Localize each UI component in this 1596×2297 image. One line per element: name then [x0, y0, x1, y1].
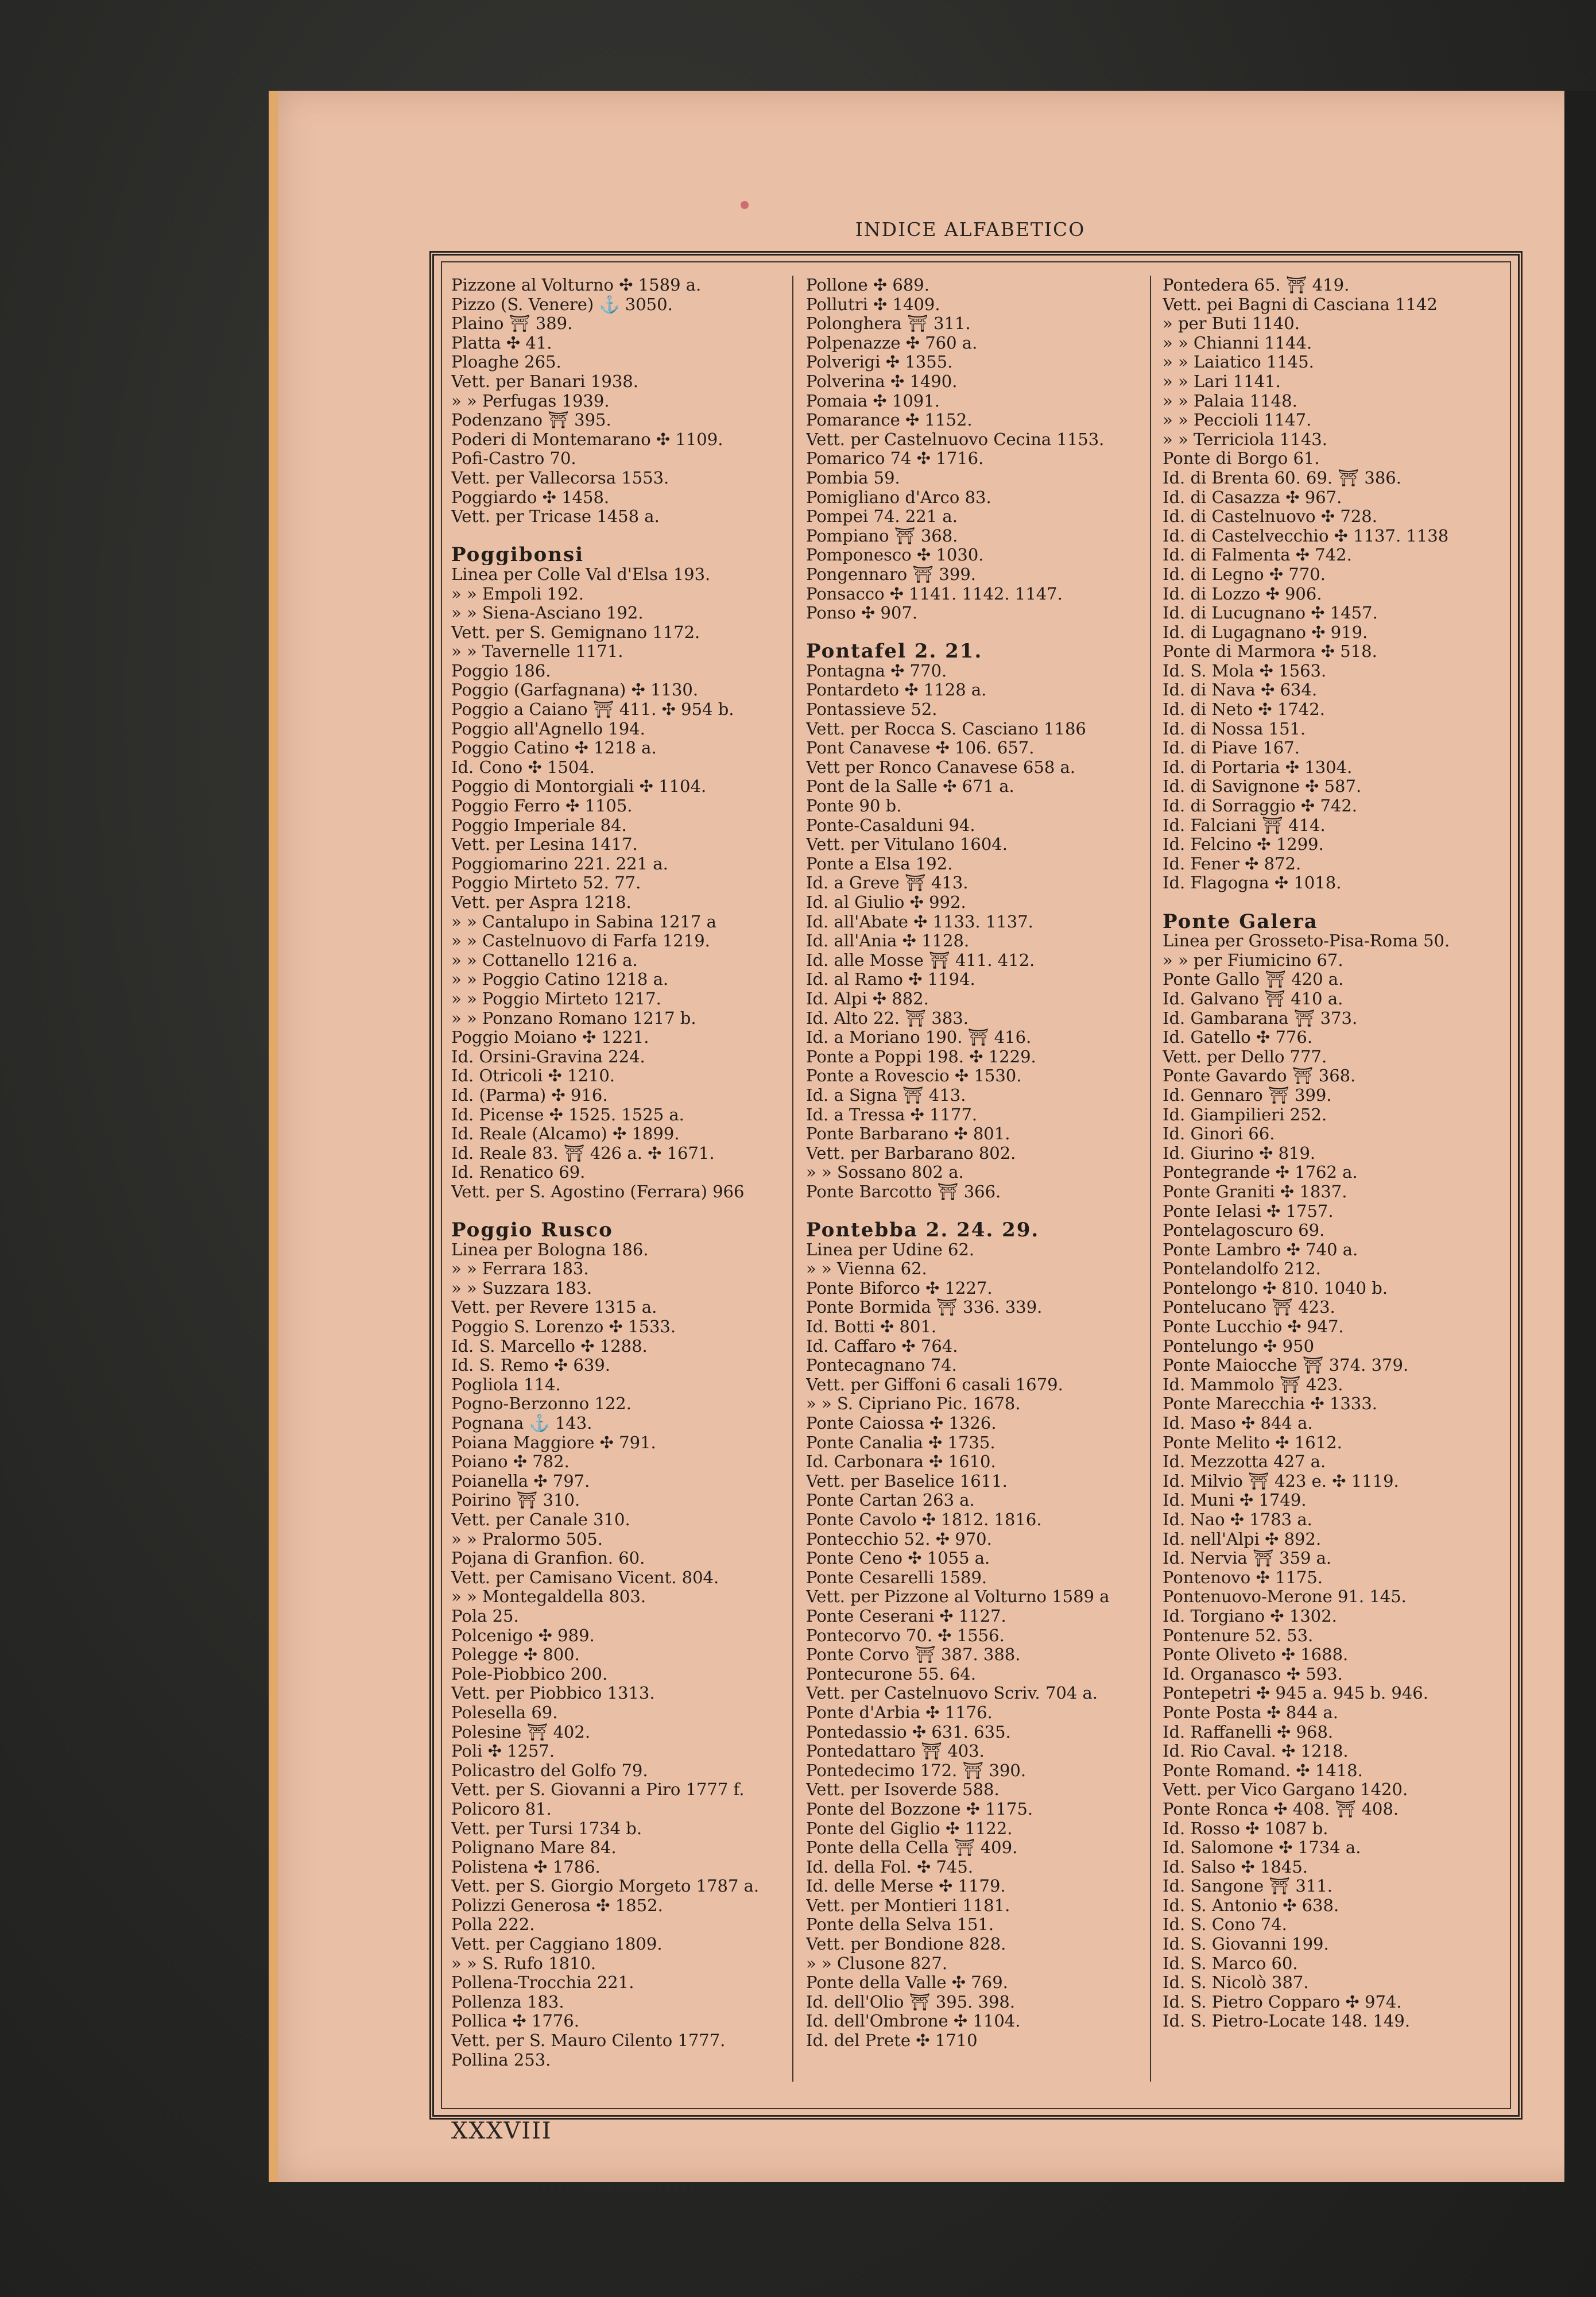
index-entry: Id. di Lozzo ✣ 906. — [1163, 584, 1322, 604]
index-entry: Pongennaro ⛩ 399. — [806, 564, 976, 584]
index-entry: Pontelucano ⛩ 423. — [1163, 1298, 1335, 1317]
index-entry: Pontedattaro ⛩ 403. — [806, 1742, 985, 1761]
index-entry: Id. a Tressa ✣ 1177. — [806, 1105, 978, 1124]
index-entry: Ponte Marecchia ✣ 1333. — [1163, 1394, 1377, 1414]
index-entry: Vett. per Banari 1938. — [451, 372, 638, 391]
index-entry: Id. dell'Olio ⛩ 395. 398. — [806, 1992, 1016, 2012]
index-entry: » » Vienna 62. — [806, 1259, 927, 1279]
index-entry: Id. Giampilieri 252. — [1163, 1105, 1327, 1124]
section-heading: Ponte Galera — [1163, 912, 1318, 932]
index-entry: Pontenovo ✣ 1175. — [1163, 1568, 1323, 1587]
index-entry: Vett. per S. Giorgio Morgeto 1787 a. — [451, 1877, 760, 1896]
index-entry: Ponso ✣ 907. — [806, 604, 918, 623]
index-entry: Pognana ⚓ 143. — [451, 1414, 592, 1433]
index-entry: Ponte Corvo ⛩ 387. 388. — [806, 1645, 1021, 1665]
index-entry: Vett. per Castelnuovo Cecina 1153. — [806, 430, 1105, 449]
index-entry: Poggiardo ✣ 1458. — [451, 488, 610, 507]
index-entry: Id. Galvano ⛩ 410 a. — [1163, 989, 1343, 1008]
index-entry: Ponte a Poppi 198. ✣ 1229. — [806, 1047, 1036, 1066]
index-entry: Vett. per Castelnuovo Scriv. 704 a. — [806, 1684, 1098, 1703]
index-entry: Id. Torgiano ✣ 1302. — [1163, 1606, 1337, 1626]
index-entry: Id. Fener ✣ 872. — [1163, 854, 1301, 873]
index-entry: » » Sossano 802 a. — [806, 1163, 964, 1182]
index-entry: Ponte Cartan 263 a. — [806, 1491, 975, 1510]
index-entry: Poggio di Montorgiali ✣ 1104. — [451, 777, 707, 796]
index-entry: Id. S. Cono 74. — [1163, 1915, 1287, 1935]
index-entry: Plaino ⛩ 389. — [451, 314, 573, 334]
index-entry: Id. di Neto ✣ 1742. — [1163, 700, 1325, 720]
index-entry: Vett. per Bondione 828. — [806, 1935, 1006, 1954]
index-entry: » per Buti 1140. — [1163, 314, 1300, 334]
index-entry: » » S. Cipriano Pic. 1678. — [806, 1394, 1021, 1414]
index-entry: Pontedera 65. ⛩ 419. — [1163, 276, 1350, 295]
index-entry: Vett. per Pizzone al Volturno 1589 a — [806, 1587, 1110, 1607]
index-entry: Poggiomarino 221. 221 a. — [451, 854, 668, 873]
index-entry: Id. Renatico 69. — [451, 1163, 586, 1182]
index-entry: Id. di Castelnuovo ✣ 728. — [1163, 507, 1377, 527]
index-entry: Poggio a Caiano ⛩ 411. ✣ 954 b. — [451, 700, 734, 720]
index-entry: Vett. per Aspra 1218. — [451, 893, 632, 912]
index-entry: Poggio Ferro ✣ 1105. — [451, 796, 633, 816]
index-entry: » » Clusone 827. — [806, 1954, 948, 1973]
index-entry: » » Palaia 1148. — [1163, 391, 1297, 411]
index-entry: » » Cottanello 1216 a. — [451, 950, 638, 970]
index-entry: Id. Raffanelli ✣ 968. — [1163, 1722, 1334, 1742]
index-entry: Ponte Gavardo ⛩ 368. — [1163, 1066, 1356, 1086]
index-entry: Id. Flagogna ✣ 1018. — [1163, 873, 1342, 893]
index-entry: Id. delle Merse ✣ 1179. — [806, 1877, 1006, 1896]
index-entry: Vett. per S. Agostino (Ferrara) 966 — [451, 1182, 745, 1201]
index-entry: Ponte Caiossa ✣ 1326. — [806, 1414, 997, 1433]
index-entry: Vett. per S. Gemignano 1172. — [451, 622, 700, 642]
section-heading: Pontebba 2. 24. 29. — [806, 1221, 1040, 1240]
index-entry: Ponte Bormida ⛩ 336. 339. — [806, 1298, 1043, 1317]
index-entry: Ponte di Borgo 61. — [1163, 449, 1320, 469]
index-entry: Id. Gambarana ⛩ 373. — [1163, 1008, 1358, 1028]
index-entry: Id. al Giulio ✣ 992. — [806, 893, 966, 912]
index-entry: Ponte Lambro ✣ 740 a. — [1163, 1240, 1358, 1259]
index-entry: Ponte Posta ✣ 844 a. — [1163, 1703, 1338, 1722]
index-entry: Id. S. Nicolò 387. — [1163, 1973, 1309, 1993]
ink-stain — [741, 201, 749, 209]
index-entry: » » per Fiumicino 67. — [1163, 950, 1343, 970]
index-entry: Pojana di Granfion. 60. — [451, 1549, 645, 1568]
index-entry: Id. S. Pietro-Locate 148. 149. — [1163, 2012, 1411, 2031]
index-entry: Id. Botti ✣ 801. — [806, 1317, 937, 1337]
index-entry: Ponte Canalia ✣ 1735. — [806, 1433, 995, 1452]
index-entry: Id. Nao ✣ 1783 a. — [1163, 1510, 1312, 1529]
index-entry: Linea per Udine 62. — [806, 1240, 975, 1259]
entry-gap — [451, 1202, 796, 1221]
index-entry: Policastro del Golfo 79. — [451, 1761, 648, 1780]
index-entry: Poggio Mirteto 52. 77. — [451, 873, 641, 893]
section-heading: Poggibonsi — [451, 546, 584, 565]
index-entry: Ponte a Rovescio ✣ 1530. — [806, 1066, 1022, 1086]
index-entry: Id. Orsini-Gravina 224. — [451, 1047, 645, 1066]
index-entry: Vett per Ronco Canavese 658 a. — [806, 757, 1075, 777]
index-entry: Id. Carbonara ✣ 1610. — [806, 1452, 996, 1472]
index-entry: Id. S. Mola ✣ 1563. — [1163, 661, 1327, 680]
index-entry: Id. (Parma) ✣ 916. — [451, 1085, 608, 1105]
index-entry: Pont Canavese ✣ 106. 657. — [806, 738, 1035, 758]
index-entry: » » Chianni 1144. — [1163, 333, 1312, 353]
index-entry: Id. Picense ✣ 1525. 1525 a. — [451, 1105, 684, 1124]
index-entry: Pollena-Trocchia 221. — [451, 1973, 634, 1993]
index-entry: Pontedassio ✣ 631. 635. — [806, 1722, 1011, 1742]
index-entry: Ponte Barbarano ✣ 801. — [806, 1124, 1010, 1144]
index-entry: Id. S. Giovanni 199. — [1163, 1935, 1329, 1954]
index-entry: Pontelongo ✣ 810. 1040 b. — [1163, 1278, 1388, 1298]
index-entry: Vett. per Montieri 1181. — [806, 1896, 1010, 1915]
index-column-1 — [451, 276, 796, 2070]
index-entry: Poiano ✣ 782. — [451, 1452, 570, 1472]
index-entry: Polesine ⛩ 402. — [451, 1722, 591, 1742]
index-entry: Id. Rosso ✣ 1087 b. — [1163, 1819, 1328, 1838]
index-entry: Polegge ✣ 800. — [451, 1645, 580, 1665]
index-entry: Pontegrande ✣ 1762 a. — [1163, 1163, 1358, 1182]
index-entry: Polla 222. — [451, 1915, 535, 1935]
index-entry: Policoro 81. — [451, 1799, 552, 1819]
index-entry: Vett. per Vitulano 1604. — [806, 835, 1008, 854]
index-entry: Poiana Maggiore ✣ 791. — [451, 1433, 656, 1452]
index-entry: Id. Salso ✣ 1845. — [1163, 1857, 1308, 1877]
index-entry: » » Terriciola 1143. — [1163, 430, 1327, 449]
index-entry: Id. Falciani ⛩ 414. — [1163, 815, 1326, 835]
index-entry: Ponte della Selva 151. — [806, 1915, 994, 1935]
index-entry: Polverina ✣ 1490. — [806, 372, 958, 391]
index-entry: Pollone ✣ 689. — [806, 276, 929, 295]
index-entry: Pompiano ⛩ 368. — [806, 526, 958, 546]
index-entry: Pontelungo ✣ 950 — [1163, 1336, 1315, 1356]
index-entry: Poggio all'Agnello 194. — [451, 719, 645, 738]
index-entry: Vett. per Isoverde 588. — [806, 1780, 1000, 1800]
index-entry: Pollica ✣ 1776. — [451, 2012, 579, 2031]
index-entry: Pogno-Berzonno 122. — [451, 1394, 632, 1414]
section-heading: Pontafel 2. 21. — [806, 642, 983, 662]
index-entry: Polesella 69. — [451, 1703, 558, 1722]
index-entry: Id. Ginori 66. — [1163, 1124, 1275, 1144]
index-entry: Ponte Ceno ✣ 1055 a. — [806, 1549, 990, 1568]
page-edge-shadow — [1564, 91, 1596, 2182]
index-entry: Poggio Imperiale 84. — [451, 815, 627, 835]
index-entry: Vett. per Rocca S. Casciano 1186 — [806, 719, 1086, 738]
page-header: INDICE ALFABETICO — [855, 218, 1086, 241]
index-entry: Ponte Oliveto ✣ 1688. — [1163, 1645, 1349, 1665]
index-entry: Ponsacco ✣ 1141. 1142. 1147. — [806, 584, 1063, 604]
index-entry: Id. di Falmenta ✣ 742. — [1163, 546, 1352, 565]
index-entry: Pontepetri ✣ 945 a. 945 b. 946. — [1163, 1684, 1428, 1703]
index-entry: » » Pralormo 505. — [451, 1529, 603, 1549]
index-entry: Polpenazze ✣ 760 a. — [806, 333, 978, 353]
index-entry: Vett. pei Bagni di Casciana 1142 — [1163, 295, 1438, 314]
index-entry: Id. S. Pietro Copparo ✣ 974. — [1163, 1992, 1402, 2012]
index-entry: Vett. per Vico Gargano 1420. — [1163, 1780, 1408, 1800]
index-entry: Id. nell'Alpi ✣ 892. — [1163, 1529, 1322, 1549]
index-entry: Id. S. Marcello ✣ 1288. — [451, 1336, 648, 1356]
index-entry: Id. S. Marco 60. — [1163, 1954, 1298, 1973]
index-entry: Vett. per Giffoni 6 casali 1679. — [806, 1375, 1063, 1394]
index-entry: Ponte Ielasi ✣ 1757. — [1163, 1201, 1334, 1221]
index-entry: Ponte della Valle ✣ 769. — [806, 1973, 1008, 1993]
index-entry: Pogliola 114. — [451, 1375, 561, 1394]
index-entry: Linea per Colle Val d'Elsa 193. — [451, 564, 711, 584]
index-entry: Id. Maso ✣ 844 a. — [1163, 1414, 1313, 1433]
index-entry: Id. Muni ✣ 1749. — [1163, 1491, 1307, 1510]
index-entry: Poggio Moiano ✣ 1221. — [451, 1028, 649, 1047]
index-entry: Id. Cono ✣ 1504. — [451, 757, 595, 777]
index-entry: Id. Reale (Alcamo) ✣ 1899. — [451, 1124, 680, 1144]
index-entry: Ponte a Elsa 192. — [806, 854, 953, 873]
index-entry: Ponte Melito ✣ 1612. — [1163, 1433, 1342, 1452]
index-entry: Pofi-Castro 70. — [451, 449, 576, 469]
index-entry: Polverigi ✣ 1355. — [806, 353, 953, 372]
index-entry: Poggio Catino ✣ 1218 a. — [451, 738, 657, 758]
entry-gap — [806, 623, 1150, 643]
entry-gap — [806, 1202, 1150, 1221]
index-entry: Poianella ✣ 797. — [451, 1471, 590, 1491]
index-entry: Ponte 90 b. — [806, 796, 902, 816]
index-entry: » » Poggio Mirteto 1217. — [451, 989, 661, 1008]
index-entry: Pole-Piobbico 200. — [451, 1664, 608, 1684]
index-entry: » » Tavernelle 1171. — [451, 642, 623, 662]
index-entry: » » Castelnuovo di Farfa 1219. — [451, 931, 710, 951]
index-entry: Id. Milvio ⛩ 423 e. ✣ 1119. — [1163, 1471, 1399, 1491]
index-entry: Id. Gennaro ⛩ 399. — [1163, 1085, 1332, 1105]
index-entry: Ploaghe 265. — [451, 353, 561, 372]
index-entry: Vett. per Tricase 1458 a. — [451, 507, 660, 527]
index-entry: Id. Sangone ⛩ 311. — [1163, 1877, 1332, 1896]
index-entry: Pomarico 74 ✣ 1716. — [806, 449, 984, 469]
index-entry: Pollenza 183. — [451, 1992, 564, 2012]
index-entry: » » Suzzara 183. — [451, 1278, 592, 1298]
index-entry: Id. S. Remo ✣ 639. — [451, 1356, 610, 1375]
index-entry: » » S. Rufo 1810. — [451, 1954, 596, 1973]
index-entry: Id. Nervia ⛩ 359 a. — [1163, 1549, 1332, 1568]
index-entry: Pola 25. — [451, 1606, 519, 1626]
index-column-3 — [1163, 276, 1507, 2031]
index-entry: Pontassieve 52. — [806, 700, 938, 720]
index-entry: Ponte Romand. ✣ 1418. — [1163, 1761, 1363, 1780]
index-entry: Vett. per S. Mauro Cilento 1777. — [451, 2031, 726, 2051]
index-entry: Pontenure 52. 53. — [1163, 1626, 1314, 1645]
index-entry: Ponte Barcotto ⛩ 366. — [806, 1182, 1001, 1201]
index-entry: Id. dell'Ombrone ✣ 1104. — [806, 2012, 1021, 2031]
index-entry: Ponte del Giglio ✣ 1122. — [806, 1819, 1013, 1838]
index-entry: Vett. per Vallecorsa 1553. — [451, 468, 669, 488]
index-entry: Vett. per Caggiano 1809. — [451, 1935, 663, 1954]
index-entry: Id. di Piave 167. — [1163, 738, 1300, 758]
index-entry: Pontedecimo 172. ⛩ 390. — [806, 1761, 1026, 1780]
index-entry: Id. a Greve ⛩ 413. — [806, 873, 969, 893]
index-entry: Ponte Cesarelli 1589. — [806, 1568, 987, 1587]
index-entry: » » Laiatico 1145. — [1163, 353, 1314, 372]
index-entry: » » Lari 1141. — [1163, 372, 1281, 391]
index-entry: Ponte di Marmora ✣ 518. — [1163, 642, 1377, 662]
index-entry: Id. di Brenta 60. 69. ⛩ 386. — [1163, 468, 1401, 488]
index-entry: Pontecchio 52. ✣ 970. — [806, 1529, 992, 1549]
index-entry: Ponte Cavolo ✣ 1812. 1816. — [806, 1510, 1042, 1529]
index-entry: Linea per Grosseto-Pisa-Roma 50. — [1163, 931, 1450, 951]
index-entry: Polizzi Generosa ✣ 1852. — [451, 1896, 663, 1915]
entry-gap — [451, 527, 796, 546]
index-entry: Polignano Mare 84. — [451, 1838, 617, 1858]
index-entry: Pontenuovo-Merone 91. 145. — [1163, 1587, 1407, 1607]
index-entry: Vett. per Dello 777. — [1163, 1047, 1327, 1066]
index-entry: Pombia 59. — [806, 468, 900, 488]
index-entry: Ponte Graniti ✣ 1837. — [1163, 1182, 1347, 1201]
index-entry: Vett. per Revere 1315 a. — [451, 1298, 657, 1317]
index-entry: Pontecurone 55. 64. — [806, 1664, 977, 1684]
index-entry: Id. della Fol. ✣ 745. — [806, 1857, 974, 1877]
index-entry: Id. del Prete ✣ 1710 — [806, 2031, 978, 2051]
index-entry: Id. S. Antonio ✣ 638. — [1163, 1896, 1339, 1915]
index-entry: Id. Mammolo ⛩ 423. — [1163, 1375, 1343, 1394]
index-entry: Pontecorvo 70. ✣ 1556. — [806, 1626, 1005, 1645]
index-entry: Id. all'Ania ✣ 1128. — [806, 931, 970, 951]
index-entry: Id. Otricoli ✣ 1210. — [451, 1066, 615, 1086]
index-entry: Pontardeto ✣ 1128 a. — [806, 680, 987, 700]
index-entry: Pontelandolfo 212. — [1163, 1259, 1321, 1279]
index-entry: Id. Caffaro ✣ 764. — [806, 1336, 958, 1356]
index-entry: » » Empoli 192. — [451, 584, 584, 604]
index-entry: Podenzano ⛩ 395. — [451, 411, 611, 430]
section-heading: Poggio Rusco — [451, 1221, 613, 1240]
index-entry: Vett. per Canale 310. — [451, 1510, 630, 1529]
index-entry: Ponte-Casalduni 94. — [806, 815, 975, 835]
index-entry: Id. di Lugagnano ✣ 919. — [1163, 622, 1368, 642]
index-entry: Id. Organasco ✣ 593. — [1163, 1664, 1343, 1684]
index-entry: Ponte Maiocche ⛩ 374. 379. — [1163, 1356, 1409, 1375]
index-entry: Vett. per Tursi 1734 b. — [451, 1819, 642, 1838]
entry-gap — [1163, 893, 1507, 912]
index-entry: Id. all'Abate ✣ 1133. 1137. — [806, 912, 1033, 931]
index-entry: Ponte d'Arbia ✣ 1176. — [806, 1703, 993, 1722]
index-entry: » » Perfugas 1939. — [451, 391, 610, 411]
index-entry: Platta ✣ 41. — [451, 333, 552, 353]
index-entry: Pizzo (S. Venere) ⚓ 3050. — [451, 295, 673, 314]
index-entry: Id. Rio Caval. ✣ 1218. — [1163, 1742, 1349, 1761]
index-entry: Id. Reale 83. ⛩ 426 a. ✣ 1671. — [451, 1143, 715, 1163]
index-entry: Polonghera ⛩ 311. — [806, 314, 971, 334]
index-entry: » » Siena-Asciano 192. — [451, 604, 644, 623]
index-entry: Poggio 186. — [451, 661, 551, 680]
index-entry: Id. di Lucugnano ✣ 1457. — [1163, 604, 1378, 623]
index-entry: Pomigliano d'Arco 83. — [806, 488, 991, 507]
index-entry: Pomaia ✣ 1091. — [806, 391, 940, 411]
index-entry: Ponte della Cella ⛩ 409. — [806, 1838, 1018, 1858]
index-entry: Id. al Ramo ✣ 1194. — [806, 970, 975, 989]
index-entry: Id. di Sorraggio ✣ 742. — [1163, 796, 1358, 816]
index-entry: Poggio (Garfagnana) ✣ 1130. — [451, 680, 699, 700]
index-entry: » » Montegaldella 803. — [451, 1587, 646, 1607]
index-entry: Ponte del Bozzone ✣ 1175. — [806, 1799, 1033, 1819]
index-column-2 — [806, 276, 1150, 2051]
index-entry: Ponte Ceserani ✣ 1127. — [806, 1606, 1006, 1626]
index-entry: Pompei 74. 221 a. — [806, 507, 958, 527]
index-entry: Poirino ⛩ 310. — [451, 1491, 580, 1510]
index-entry: Id. a Moriano 190. ⛩ 416. — [806, 1028, 1032, 1047]
index-entry: Id. di Savignone ✣ 587. — [1163, 777, 1362, 796]
index-entry: Poggio S. Lorenzo ✣ 1533. — [451, 1317, 676, 1337]
index-entry: Pontecagnano 74. — [806, 1356, 957, 1375]
index-entry: Pollutri ✣ 1409. — [806, 295, 940, 314]
index-entry: Poderi di Montemarano ✣ 1109. — [451, 430, 723, 449]
index-entry: Pontagna ✣ 770. — [806, 661, 947, 680]
index-entry: Ponte Gallo ⛩ 420 a. — [1163, 970, 1344, 989]
index-entry: Vett. per Barbarano 802. — [806, 1143, 1016, 1163]
index-entry: Vett. per S. Giovanni a Piro 1777 f. — [451, 1780, 745, 1800]
index-entry: Id. Mezzotta 427 a. — [1163, 1452, 1326, 1472]
index-entry: Id. Alpi ✣ 882. — [806, 989, 929, 1008]
index-entry: Ponte Ronca ✣ 408. ⛩ 408. — [1163, 1799, 1399, 1819]
index-entry: Id. di Castelvecchio ✣ 1137. 1138 — [1163, 526, 1449, 546]
index-entry: Id. Alto 22. ⛩ 383. — [806, 1008, 969, 1028]
index-entry: » » Cantalupo in Sabina 1217 a — [451, 912, 716, 931]
index-entry: » » Peccioli 1147. — [1163, 411, 1312, 430]
index-entry: Pomarance ✣ 1152. — [806, 411, 973, 430]
index-entry: Polcenigo ✣ 989. — [451, 1626, 595, 1645]
index-entry: » » Ponzano Romano 1217 b. — [451, 1008, 696, 1028]
index-entry: » » Poggio Catino 1218 a. — [451, 970, 669, 989]
index-entry: Id. di Casazza ✣ 967. — [1163, 488, 1342, 507]
index-entry: Id. alle Mosse ⛩ 411. 412. — [806, 950, 1035, 970]
index-entry: Vett. per Camisano Vicent. 804. — [451, 1568, 719, 1587]
index-entry: Vett. per Piobbico 1313. — [451, 1684, 655, 1703]
index-entry: Id. di Nava ✣ 634. — [1163, 680, 1318, 700]
page-number: XXXVIII — [451, 2118, 552, 2144]
index-entry: Polistena ✣ 1786. — [451, 1857, 601, 1877]
index-entry: Id. Gatello ✣ 776. — [1163, 1028, 1313, 1047]
index-entry: Id. di Nossa 151. — [1163, 719, 1306, 738]
index-entry: Linea per Bologna 186. — [451, 1240, 649, 1259]
index-entry: Id. di Legno ✣ 770. — [1163, 564, 1326, 584]
index-entry: Pont de la Salle ✣ 671 a. — [806, 777, 1014, 796]
index-entry: Pontelagoscuro 69. — [1163, 1221, 1325, 1240]
index-entry: Id. di Portaria ✣ 1304. — [1163, 757, 1353, 777]
index-entry: Id. Salomone ✣ 1734 a. — [1163, 1838, 1361, 1858]
index-entry: Ponte Lucchio ✣ 947. — [1163, 1317, 1344, 1337]
index-entry: Ponte Biforco ✣ 1227. — [806, 1278, 993, 1298]
index-entry: Vett. per Baselice 1611. — [806, 1471, 1008, 1491]
index-entry: Id. Giurino ✣ 819. — [1163, 1143, 1316, 1163]
index-entry: » » Ferrara 183. — [451, 1259, 589, 1279]
index-entry: Vett. per Lesina 1417. — [451, 835, 638, 854]
index-entry: Id. a Signa ⛩ 413. — [806, 1085, 966, 1105]
index-entry: Pollina 253. — [451, 2050, 551, 2070]
index-entry: Id. Felcino ✣ 1299. — [1163, 835, 1324, 854]
index-entry: Pizzone al Volturno ✣ 1589 a. — [451, 276, 702, 295]
index-entry: Pomponesco ✣ 1030. — [806, 546, 984, 565]
index-entry: Poli ✣ 1257. — [451, 1742, 555, 1761]
